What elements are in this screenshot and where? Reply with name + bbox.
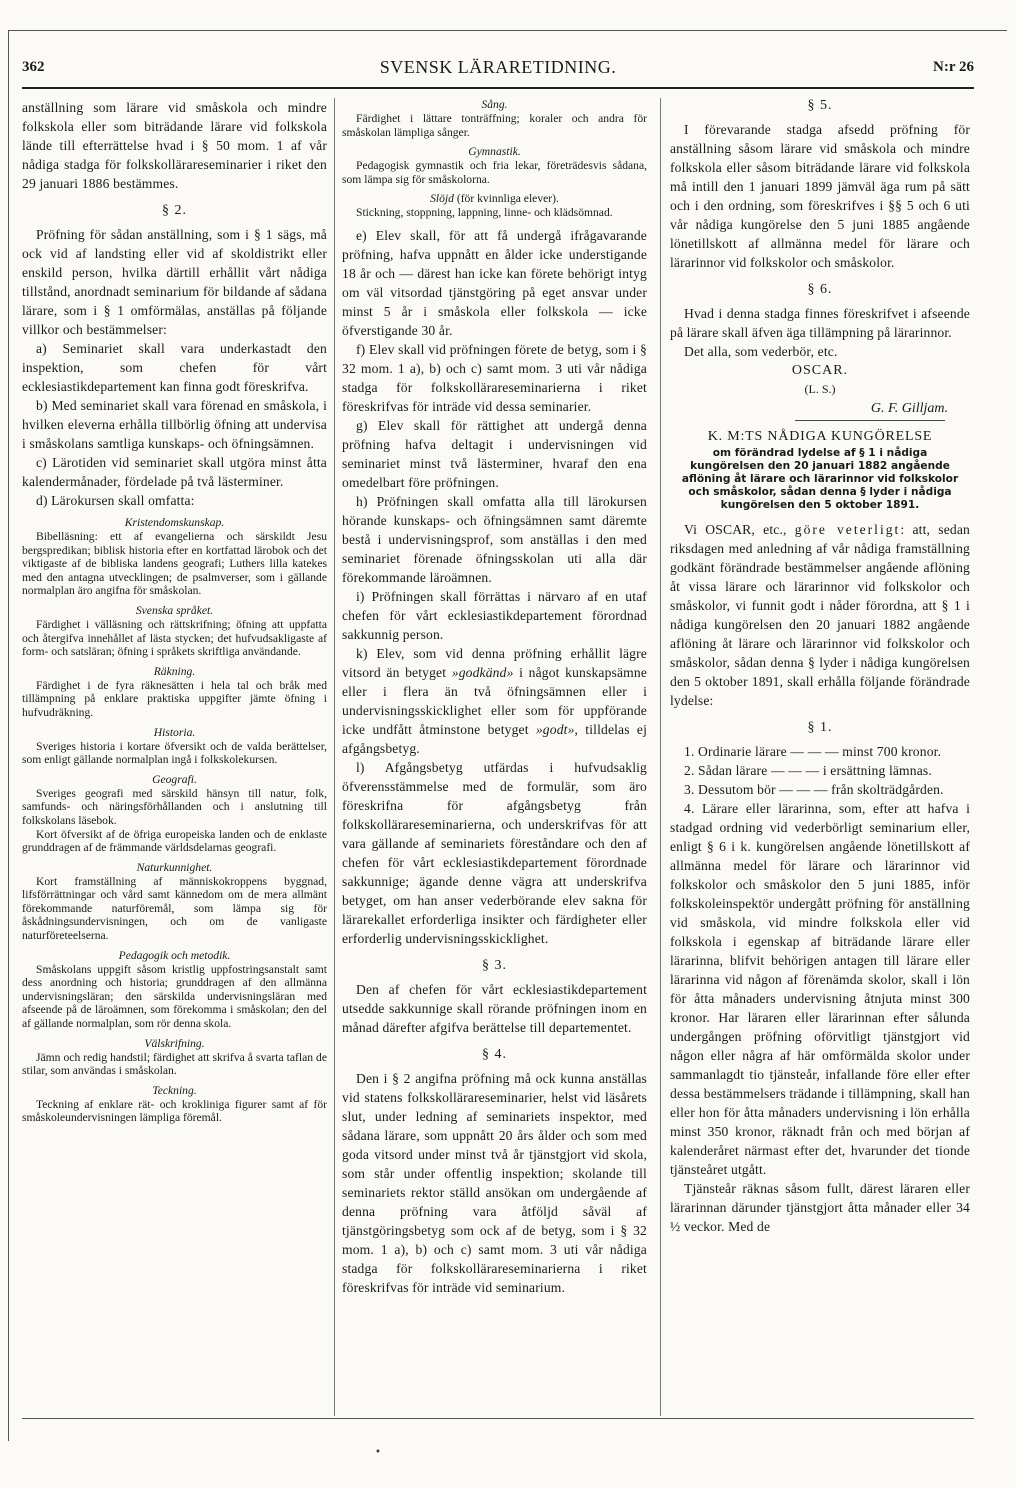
subject-text: Kort framställning af människokroppens byggnad, lifsförrättningar och vård samt kännedom om de mera allmänt förekommande naturföremål, som lämpa sig för åskådningsundervisningen, och om de vanligaste naturföreteelserna. [22, 874, 327, 943]
subject-text: Sveriges geografi med särskild hänsyn till natur, folk, samfunds- och näringsförhållanden och i anslutning till folkskolans läsebok. [22, 786, 327, 827]
clause-e: e) Elev skall, för att få undergå ifrågavarande pröfning, hafva uppnått en ålder icke understigande 18 år och — därest han icke kan förete behörigt intyg om väl vitsordad tjänstgöring på eget ansvar under minst 5 år i småskola eller folkskola — icke öfverstigande 30 år. [342, 227, 647, 338]
paragraph: Den i § 2 angifna pröfning må ock kunna anställas vid statens folkskollärareseminarier, helst vid läsårets slut, under ledning af seminariets inspektor, med sådana lärare, som uppnått 20 års ålder och som med goda vitsord under minst två år tjänstgjort vid skola, som står under offentlig inspektion; skolande till seminariets rektor ställd ansökan om undergående af denna pröfning vara åtföljd såväl af tjänstgöringsbetyg som ock af de betyg, som i § 32 mom. 1 a), b) och c) samt mom. 3 uti vår nådiga stadga för folkskollärareseminarierna i riket föreskrifvas för inträde vid seminarium. [342, 1070, 647, 1295]
column-3 [670, 98, 970, 1418]
subject-text: Färdighet i de fyra räknesätten i hela tal och bråk med tillämpning på enklare praktiska uppgifter jämte öfning i hufvudräkning. [22, 678, 327, 719]
subject-heading [342, 192, 647, 206]
subject-heading: Svenska språket. [135, 603, 214, 617]
subject-text: Jämn och redig handstil; färdighet att skrifva å svarta taflan de stilar, som användas i småskolan. [22, 1050, 327, 1078]
clause-i: i) Pröfningen skall förrättas i närvaro af en utaf chefen för vårt ecklesiastikdepartement förordnad sakkunnig person. [342, 588, 647, 642]
issue-number: N:r 26 [933, 59, 974, 75]
subject-text: Färdighet i lättare tonträffning; koraler och andra för småskolan lämpliga sånger. [342, 112, 647, 139]
clause-f: f) Elev skall vid pröfningen förete de betyg, som i § 32 mom. 1 a), b) och c) samt mom. 3 uti vår nådiga stadga för folkskollärareseminarierna i riket föreskrifvas för inträde vid dessa seminarier. [342, 341, 647, 414]
paragraph: anställning som lärare vid småskola och mindre folkskola eller som biträdande lärare vid folkskola lände till efterrättelse hvad i § 50 mom. 1 af vår nådiga stadga för folkskollärareseminarier i riket den 29 januari 1886 bestämmes. [22, 100, 327, 191]
paragraph: Pröfning för sådan anställning, som i § 1 sägs, må ock vid af landsting eller vid af skoldistrikt eller enskild person, hvilka därtill erhållit vårt nådiga tillstånd, anordnadt seminarium för bildande af sådana lärare, som i § 1 omförmälas, anställas på följande villkor och bestämmelser: [22, 227, 327, 337]
subject-text: Färdighet i välläsning och rättskrifning; öfning att uppfatta och återgifva innehållet af lästa stycken; det hufvudsakligaste af form- och satsläran; öfning i språkets skriftliga användande. [22, 617, 327, 659]
subject-heading: Pedagogik och metodik. [118, 948, 231, 962]
paragraph: Tjänsteår räknas såsom fullt, därest läraren eller lärarinnan därunder tjänstgjort åtta månader eller 34 ½ veckor. Med de [670, 1181, 970, 1234]
subject-text: Småskolans uppgift såsom kristlig uppfostringsanstalt samt dess anordning och historia; grunddragen af den allmänna undervisningsläran; den särskilda undervisningsläran med afseende på de läroämnen, som förekomma i småskolan; den del af gällande normalplan, som rör denna skola. [22, 962, 327, 1031]
section-heading: § 4. [482, 1046, 507, 1062]
subject-text: Stickning, stoppning, lappning, linne- och klädsömnad. [356, 206, 613, 220]
list-item: 4. Lärare eller lärarinna, som, efter att hafva i stadgad ordning vid vederbörligt seminarium eller, enligt § 6 i k. kungörelsen angående lönetillskott af allmänna medel för lärare och lärarinnor vid folkskolor och småskolor den 5 juni 1885, inför folkskoleinspektör undergått pröfning för anställning vid småskola, vid mindre folkskola eller vid folkskola i egenskap af biträdande lärare eller lärarinna, blifvit behörigen antagen till lärare eller lärarinna vid någon af förenämda skolor, skall i lön för åtta månaders undervisning åtnjuta minst 300 kronor. Har läraren eller lärarinnan efter sålunda undergången pröfning oförvitligt tjänstgjort vid någon eller några af här omförmälda skolor under sammanlagdt tio tjänsteår, infallande före eller efter dessa bestämmelsers trädande i tillämpning, skall han eller hon för åtta månaders undervisning i lön erhålla minst 350 kronor, räknadt från och med början af kalenderåret närmast efter det, hvarunder det tionde tjänsteåret utgått. [670, 801, 970, 1177]
list-item: 2. Sådan lärare — — — i ersättning lämnas. [684, 763, 932, 778]
signature-minister: G. F. Gilljam. [870, 401, 948, 416]
section-heading: § 3. [482, 957, 507, 973]
clause-b: b) Med seminariet skall vara förenad en småskola, i hvilken eleverna erhålla tillbörlig öfning att undervisa i småskolans samtliga kunskaps- och öfningsämnen. [22, 398, 327, 451]
decree-title: K. M:TS NÅDIGA KUNGÖRELSE [707, 429, 933, 444]
subject-heading: Välskrifning. [144, 1036, 205, 1050]
decree-subtitle: om förändrad lydelse af § 1 i nådiga kungörelsen den 20 januari 1882 angående aflöning åt lärare och lärarinnor vid folkskolor och småskolor, sådan denna § lyder i nådiga kungörelsen den 5 oktober 1891. [681, 447, 959, 511]
header-rule [22, 87, 974, 89]
clause-c: c) Lärotiden vid seminariet skall utgöra minst åtta kalendermånader, fördelade på två lästerminer. [22, 455, 327, 489]
subject-heading: Historia. [153, 725, 196, 739]
clause-l: l) Afgångsbetyg utfärdas i hufvudsaklig öfverensstämmelse med de formulär, som äro föreskrifna för afgångsbetyg från folkskollärareseminarierna, och underskrifvas för att vara gällande af seminariets föreståndare och den af chefen för vårt ecklesiastikdepartement förordnade sakkunnige; ägande denne vägra att underskrifva betyget, om han anser vederbörande elev sakna för lärarekallet erforderliga insikter och färdigheter eller erforderlig undervisningsskicklighet. [342, 759, 647, 946]
list-item: 3. Dessutom bör — — — från skolträdgården. [684, 782, 944, 797]
paragraph: Vi OSCAR, etc., göre veterligt: att, sedan riksdagen med anledning af vår nådiga framställning godkänt förändrade bestämmelser angående aflöning åt vissa lärare och lärarinnor vid folkskolor och småskolor, vi funnit godt i nåder förordna, att § 1 i nådiga kungörelsen den 20 januari 1882 angående aflöning åt lärare och lärarinnor vid folkskolor och småskolor, sådan denna § lyder i nådiga kungörelsen den 5 oktober 1891, skall erhålla följande förändrade lydelse: [670, 522, 970, 708]
subject-text: Sveriges historia i kortare öfversikt och de valda berättelser, som enligt gällande normalplan ingå i folkskolekursen. [22, 739, 327, 767]
subject-heading: Naturkunnighet. [136, 860, 213, 874]
clause-g: g) Elev skall för rättighet att undergå denna pröfning hafva deltagit i undervisningen vid seminariet minst två lästerminer, hvaraf den ena omedelbart före pröfningen. [342, 417, 647, 490]
column-2 [342, 98, 647, 1418]
clause-d: d) Lärokursen skall omfatta: [36, 493, 195, 508]
subject-text: Teckning af enklare rät- och krokliniga figurer samt af för småskoleundervisningen lämpliga föremål. [22, 1097, 327, 1125]
divider [795, 420, 945, 421]
seal-mark: (L. S.) [804, 382, 836, 396]
paragraph: Den af chefen för vårt ecklesiastikdepartement utsedde sakkunnige skall rörande pröfningen inom en månad därefter afgifva berättelse till departementet. [342, 981, 647, 1035]
subject-heading: Sång. [481, 98, 508, 111]
subject-text: Bibelläsning: ett af evangelierna och särskildt Jesu bergspredikan; biblisk historia efter en kortfattad lärobok och det viktigaste af de bibliska landens geografi; Luthers lilla katekes med den antagna utvecklingen; de psalmverser, som i gällande normalplan äro angifna för småskolan. [22, 530, 327, 598]
print-mark: • [375, 1447, 381, 1458]
paragraph: I förevarande stadga afsedd pröfning för anställning såsom lärare vid småskola och mindre folkskola eller såsom biträdande lärare vid folkskola må intill den 1 januari 1899 jämväl äga rum på sätt och i den ordning, som föreskrifves i §§ 5 och 6 uti vår nådiga kungörelse den 5 juni 1885 angående lönetillskott af allmänna medel för lärare och lärarinnor vid folkskolor och småskolor. [670, 122, 970, 270]
column-rule [660, 98, 661, 1416]
bottom-rule [22, 1418, 974, 1419]
subject-text: Pedagogisk gymnastik och fria lekar, företrädesvis sådana, som lämpa sig för småskolorna. [342, 159, 647, 186]
clause-k: k) Elev, som vid denna pröfning erhållit lägre vitsord än betyget »godkänd» i något kunskapsämne eller i flera än två öfningsämnen eller i undervisningsskicklighet eller som för uppförande icke undfått åtminstone betyget »godt», tilldelas ej afgångsbetyg. [342, 645, 647, 756]
clause-a: a) Seminariet skall vara underkastadt den inspektion, som chefen för vårt ecklesiastikdepartement kan finna godt föreskrifva. [22, 341, 327, 394]
section-heading: § 6. [807, 282, 833, 297]
column-1 [22, 98, 327, 1418]
subject-heading: Geografi. [152, 772, 197, 786]
closing-formula: Det alla, som vederbör, etc. [684, 344, 838, 359]
section-heading: § 5. [807, 98, 833, 113]
subject-heading: Kristendomskunskap. [124, 516, 225, 529]
list-item: 1. Ordinarie lärare — — — minst 700 kronor. [684, 744, 942, 759]
subject-heading: Teckning. [152, 1083, 197, 1097]
subject-heading: Räkning. [153, 664, 196, 678]
page-header [22, 55, 974, 85]
clause-h: h) Pröfningen skall omfatta alla till lärokursen hörande kunskaps- och öfningsämnen samt däremte bestå i undervisningsprof, som anställas i den med seminariet förenade öfningsskolan uti alla där förekommande läroämnen. [342, 493, 647, 585]
signature-king: OSCAR. [791, 363, 849, 378]
subject-name: Slöjd [430, 192, 454, 206]
column-rule [334, 98, 335, 1416]
page-number: 362 [22, 59, 45, 75]
signature-block [670, 361, 970, 418]
paragraph: Hvad i denna stadga finnes föreskrifvet i afseende på lärare skall äfven äga tillämpning på lärarinnor. [670, 306, 970, 340]
subject-name-suffix: (för kvinnliga elever). [453, 192, 559, 206]
subject-text: Kort öfversikt af de öfriga europeiska landen och de enklaste grunddragen af de främmande världsdelarnas geografi. [22, 827, 327, 855]
publication-title: SVENSK LÄRARETIDNING. [379, 57, 617, 77]
section-heading: § 2. [162, 203, 187, 218]
subject-heading: Gymnastik. [468, 145, 521, 159]
section-heading: § 1. [807, 720, 833, 735]
